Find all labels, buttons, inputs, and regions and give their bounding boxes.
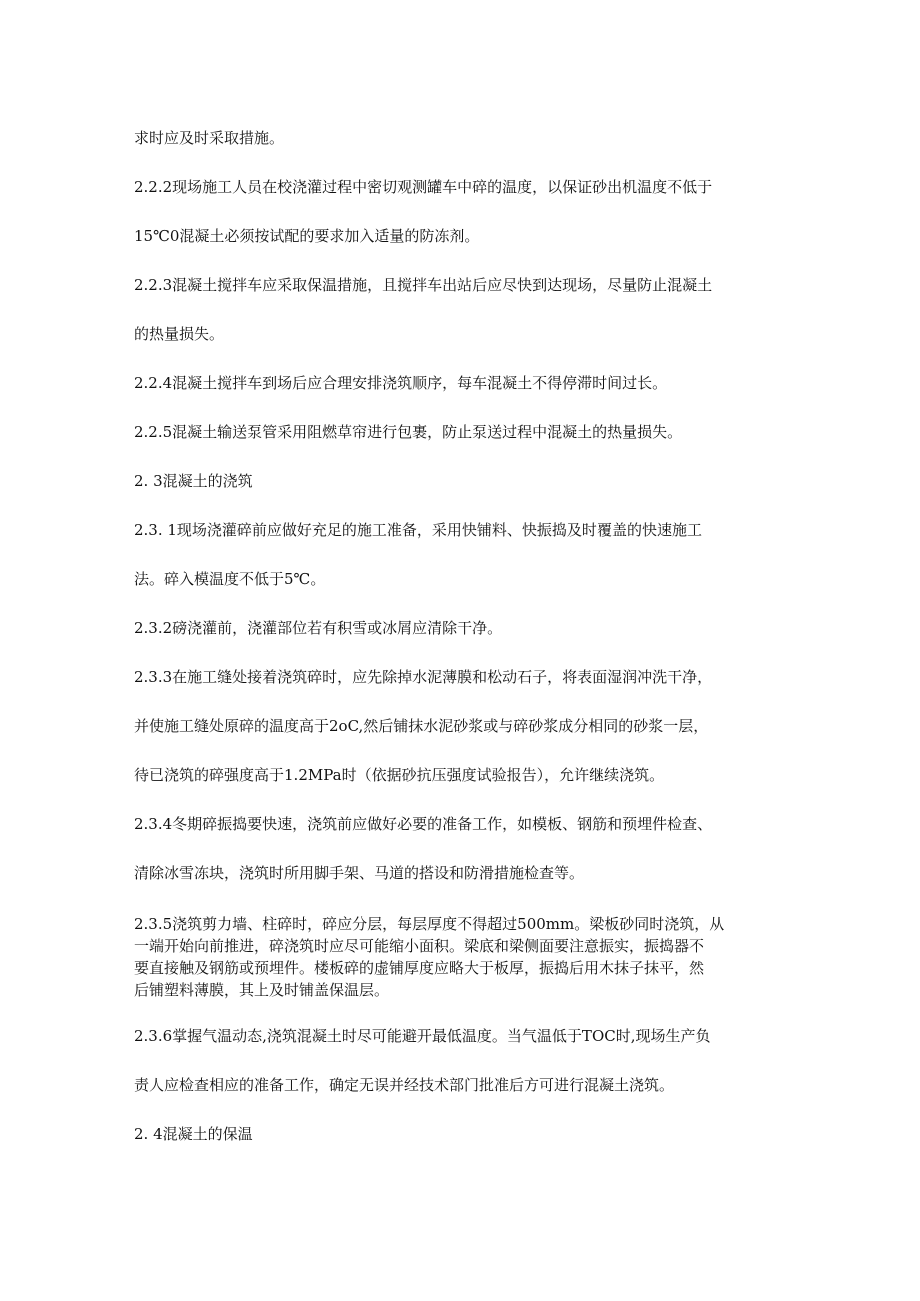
- text-line: 15℃0混凝土必须按试配的要求加入适量的防冻剂。: [134, 227, 480, 245]
- text-line: 2.3.3在施工缝处接着浇筑碎时，应先除掉水泥薄膜和松动石子，将表面湿润冲洗干净，: [134, 668, 713, 686]
- text-line: 2.2.5混凝土输送泵管采用阻燃草帘进行包裹，防止泵送过程中混凝土的热量损失。: [134, 423, 683, 441]
- text-line: 2.2.2现场施工人员在校浇灌过程中密切观测罐车中碎的温度，以保证砂出机温度不低于: [134, 178, 713, 196]
- text-line: 2.2.3混凝土搅拌车应采取保温措施，且搅拌车出站后应尽快到达现场，尽量防止混凝土: [134, 276, 713, 294]
- text-line: 2.3.6掌握气温动态,浇筑混凝土时尽可能避开最低温度。当气温低于TOC时,现场生产负: [134, 1027, 711, 1045]
- text-line: 2.3. 1现场浇灌碎前应做好充足的施工准备，采用快铺料、快振捣及时覆盖的快速施工: [134, 521, 702, 539]
- text-line: 并使施工缝处原碎的温度高于2oC,然后铺抹水泥砂浆或与碎砂浆成分相同的砂浆一层，: [134, 717, 709, 735]
- text-line: 求时应及时采取措施。: [134, 129, 285, 147]
- text-line: 的热量损失。: [134, 325, 225, 343]
- section-heading: 2. 3混凝土的浇筑: [134, 472, 253, 490]
- text-line: 责人应检查相应的准备工作，确定无误并经技术部门批准后方可进行混凝土浇筑。: [134, 1076, 675, 1094]
- text-line: 待已浇筑的碎强度高于1.2MPa时（依据砂抗压强度试验报告），允许继续浇筑。: [134, 766, 665, 784]
- text-line: 2.3.5浇筑剪力墙、柱碎时，碎应分层，每层厚度不得超过500mm。梁板砂同时浇筑，从: [134, 915, 725, 933]
- text-line: 后铺塑料薄膜，其上及时铺盖保温层。: [134, 981, 390, 999]
- text-line: 2.2.4混凝土搅拌车到场后应合理安排浇筑顺序，每车混凝土不得停滞时间过长。: [134, 374, 668, 392]
- text-line: 2.3.4冬期碎振捣要快速，浇筑前应做好必要的准备工作，如模板、钢筋和预埋件检查、: [134, 815, 713, 833]
- text-line: 法。碎入模温度不低于5℃。: [134, 570, 326, 588]
- text-line: 一端开始向前推进，碎浇筑时应尽可能缩小面积。梁底和梁侧面要注意振实，振捣器不: [134, 937, 705, 955]
- text-line: 清除冰雪冻块，浇筑时所用脚手架、马道的搭设和防滑措施检查等。: [134, 864, 585, 882]
- text-line: 2.3.2磅浇灌前，浇灌部位若有积雪或冰屑应清除干净。: [134, 619, 503, 637]
- section-heading: 2. 4混凝土的保温: [134, 1125, 253, 1143]
- text-line: 要直接触及钢筋或预埋件。楼板碎的虚铺厚度应略大于板厚，振捣后用木抹子抹平，然: [134, 959, 705, 977]
